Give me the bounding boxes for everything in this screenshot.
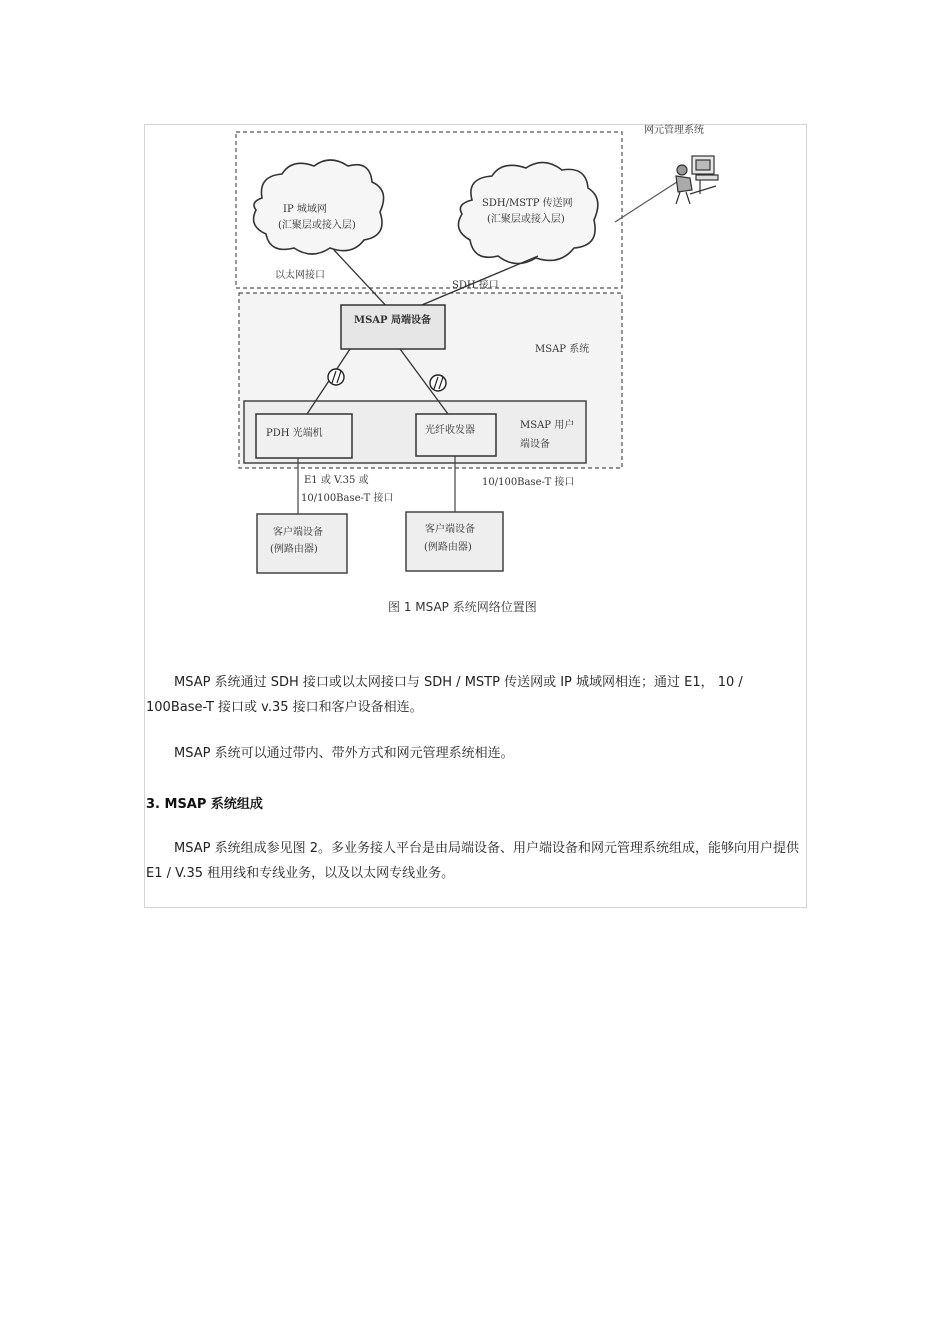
msap-central-label: MSAP 局端设备	[354, 315, 432, 326]
client-left-line2: (例路由器)	[270, 544, 318, 555]
figure-caption: 图 1 MSAP 系统网络位置图	[388, 600, 537, 614]
sdh-cloud-sub: (汇聚层或接入层)	[487, 214, 565, 225]
paragraph-composition: MSAP 系统组成参见图 2。多业务接人平台是由局端设备、用户端设备和网元管理系统组成，能够向用户提供 E1 / V.35 租用线和专线业务，以及以太网专线业务。	[146, 841, 799, 881]
left-interface-line1: E1 或 V.35 或	[304, 475, 369, 486]
sdh-mstp-cloud	[458, 162, 597, 263]
pdh-terminal-label: PDH 光端机	[266, 428, 323, 439]
msap-system-label: MSAP 系统	[535, 344, 590, 355]
fiber-transceiver-label: 光纤收发器	[425, 425, 475, 436]
eth-interface-label: 以太网接口	[275, 270, 325, 281]
client-right-line1: 客户端设备	[425, 524, 475, 535]
client-left-line1: 客户端设备	[273, 527, 323, 538]
fiber-symbol-right-icon	[430, 375, 446, 391]
right-interface-label: 10/100Base-T 接口	[482, 477, 575, 488]
msap-central-box	[341, 305, 445, 349]
paragraph-management: MSAP 系统可以通过带内、带外方式和网元管理系统相连。	[174, 746, 514, 761]
sdh-cloud-title: SDH/MSTP 传送网	[482, 198, 573, 209]
ip-cloud-title: IP 城域网	[283, 204, 327, 215]
network-figure	[0, 0, 950, 640]
ip-cloud-sub: (汇聚层或接入层)	[278, 220, 356, 231]
nms-operator-icon	[676, 156, 718, 204]
nms-label: 网元管理系统	[644, 125, 704, 136]
section-heading: 3. MSAP 系统组成	[146, 797, 263, 812]
nms-link-line	[615, 180, 680, 222]
client-right-line2: (例路由器)	[424, 542, 472, 553]
left-interface-line2: 10/100Base-T 接口	[301, 493, 394, 504]
msap-user-label-line2: 端设备	[520, 439, 550, 450]
msap-network-diagram	[0, 0, 950, 640]
sdh-interface-label: SDH 接口	[452, 280, 499, 291]
msap-user-label-line1: MSAP 用户	[520, 420, 575, 431]
paragraph-interfaces: MSAP 系统通过 SDH 接口或以太网接口与 SDH / MSTP 传送网或 IP 城域网相连；通过 E1， 10 / 100Base-T 接口或 v.35 接口和客户设备相连。	[146, 675, 743, 715]
fiber-symbol-left-icon	[328, 369, 344, 385]
